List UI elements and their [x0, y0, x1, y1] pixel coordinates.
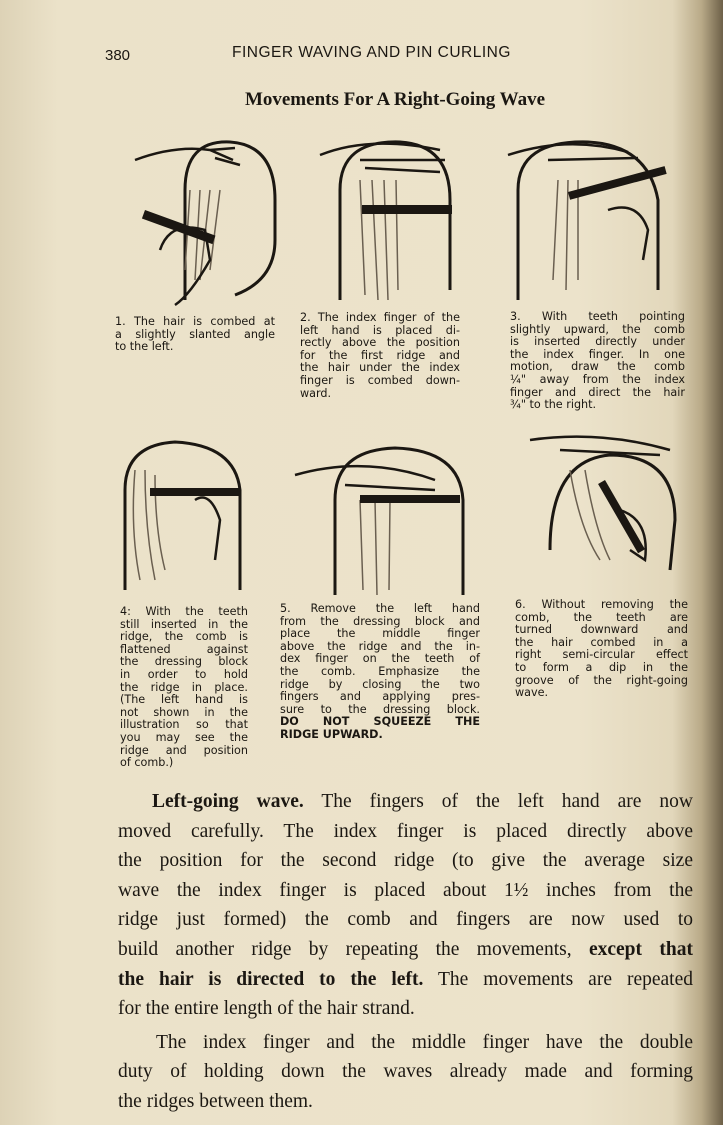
caption-line: in order to hold: [120, 667, 248, 681]
caption-line: is inserted directly under: [510, 335, 685, 349]
caption-step-3: [510, 311, 685, 412]
caption-line: DO NOT SQUEEZE THE: [280, 715, 480, 729]
caption-line: sure to the dressing block.: [280, 702, 480, 716]
caption-line: 6. Without removing the: [515, 598, 688, 611]
caption-line: dex finger on the teeth of: [280, 652, 480, 666]
caption-line: fingers and applying pres-: [280, 690, 480, 704]
caption-line: ward.: [300, 386, 332, 400]
caption-line: RIDGE UPWARD.: [280, 727, 383, 741]
caption-line: of comb.): [120, 756, 174, 770]
caption-line: 1. The hair is combed at: [115, 315, 275, 328]
caption-line: wave.: [515, 686, 549, 700]
caption-line: finger is combed down-: [300, 373, 460, 387]
text-run: build another ridge by repeating the movements,: [118, 938, 589, 960]
caption-line: to form a dip in the: [515, 660, 688, 674]
caption-line: you may see the: [120, 730, 248, 744]
caption-line: turned downward and: [515, 623, 688, 637]
caption-line: illustration so that: [120, 718, 248, 732]
figure-title: Movements For A Right-Going Wave: [244, 89, 546, 110]
caption-line: comb, the teeth are: [515, 610, 688, 624]
body-line: [118, 787, 693, 817]
body-line: The index finger and the middle finger have the double: [156, 1031, 693, 1053]
caption-line: ridge, the comb is: [120, 630, 248, 644]
caption-line: the ridge in place.: [120, 680, 248, 694]
caption-step-6: [515, 599, 688, 700]
caption-line: above the ridge and the in-: [280, 639, 480, 653]
caption-step-5: [280, 603, 480, 742]
caption-line: from the dressing block and: [280, 614, 480, 628]
body-line: for the entire length of the hair strand.: [118, 998, 415, 1020]
emphasis: except that: [588, 938, 693, 960]
text-run: The movements are repeated: [423, 968, 694, 990]
caption-line: not shown in the: [120, 705, 248, 719]
caption-line: the hair combed in a: [515, 635, 688, 649]
body-line: the ridges between them.: [118, 1090, 313, 1112]
emphasis: the hair is directed to the left.: [118, 968, 424, 990]
body-line: duty of holding down the waves already made and forming: [118, 1061, 693, 1083]
illustration-step-5: [285, 430, 475, 600]
caption-line: still inserted in the: [120, 617, 248, 631]
caption-line: flattened against: [120, 642, 248, 656]
caption-line: a slightly slanted angle: [115, 327, 275, 341]
running-title: FINGER WAVING AND PIN CURLING: [232, 44, 511, 61]
caption-line: finger and direct the hair: [510, 385, 685, 399]
illustration-step-3: [498, 130, 688, 310]
run-in-heading: Left-going wave.: [152, 791, 304, 812]
caption-step-1: [115, 316, 275, 354]
body-text: [118, 787, 693, 1117]
caption-line: left hand is placed di-: [300, 323, 460, 337]
caption-line: (The left hand is: [120, 693, 248, 707]
caption-line: the dressing block: [120, 655, 248, 669]
caption-line: groove of the right-going: [515, 673, 688, 687]
caption-line: rectly above the position: [300, 336, 460, 350]
caption-line: for the first ridge and: [300, 348, 460, 362]
caption-line: ¼" away from the index: [510, 372, 685, 386]
caption-line: 2. The index finger of the: [300, 311, 460, 324]
caption-line: the comb. Emphasize the: [280, 664, 480, 678]
illustration-step-1: [115, 130, 285, 310]
caption-line: 4: With the teeth: [120, 605, 248, 618]
body-line: [118, 935, 693, 965]
caption-line: to the left.: [115, 340, 174, 354]
caption-line: ridge and position: [120, 743, 248, 757]
caption-line: place the middle finger: [280, 627, 480, 641]
caption-line: ridge by closing the two: [280, 677, 480, 691]
caption-line: the hair under the index: [300, 361, 460, 375]
body-line: moved carefully. The index finger is placed directly above: [118, 820, 693, 842]
text-run: The fingers of the left hand are now: [303, 791, 693, 812]
body-line: wave the index finger is placed about 1½ inches from the: [118, 879, 693, 901]
caption-step-2: [300, 312, 460, 400]
caption-line: 5. Remove the left hand: [280, 602, 480, 615]
body-line: the position for the second ridge (to give the average size: [118, 850, 693, 872]
page-number: 380: [105, 47, 131, 64]
body-line: [118, 965, 693, 995]
caption-line: ¾" to the right.: [510, 398, 597, 412]
caption-line: slightly upward, the comb: [510, 322, 685, 336]
caption-step-4: [120, 606, 248, 770]
illustration-step-2: [300, 130, 475, 310]
caption-line: the index finger. In one: [510, 347, 685, 361]
illustration-step-4: [115, 430, 245, 600]
body-line: ridge just formed) the comb and fingers are now used to: [118, 909, 693, 931]
caption-line: motion, draw the comb: [510, 360, 685, 374]
caption-line: right semi-circular effect: [515, 648, 688, 662]
illustration-step-6: [510, 430, 690, 600]
caption-line: 3. With teeth pointing: [510, 310, 685, 323]
